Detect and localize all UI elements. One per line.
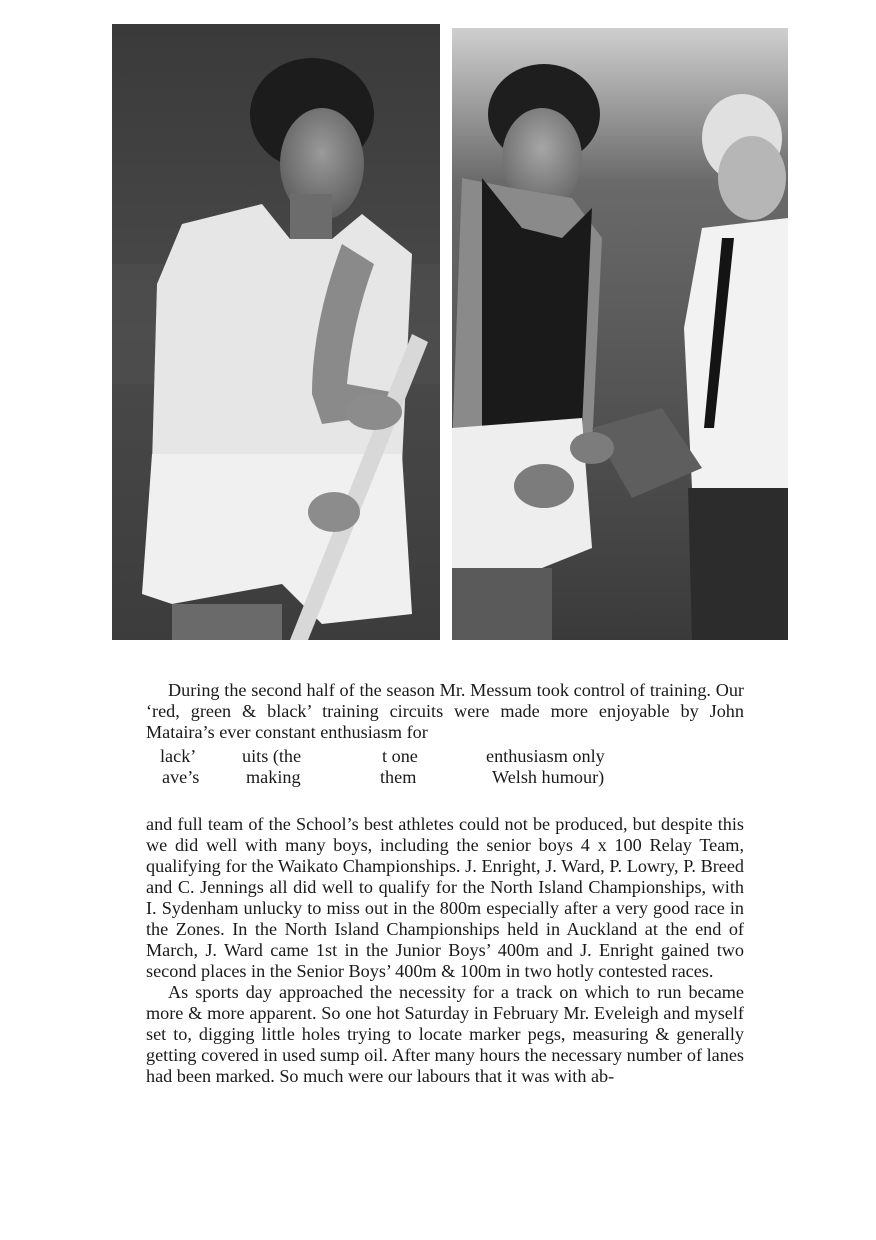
fragment-text: ave’s: [162, 767, 200, 787]
obscured-line-1: [160, 746, 750, 767]
fragment-text: uits (the: [242, 746, 302, 766]
fragment-text: lack’: [160, 746, 197, 766]
photo-athlete-with-boys: [452, 28, 788, 640]
article-paragraph-1: During the second half of the season Mr. Messum took control of training. Our ‘red, green & black’ training circuits were made more enjoyable by John Mataira’s ever constant enthusiasm for: [146, 680, 744, 742]
photo-athlete-with-baton-image: [112, 24, 440, 640]
fragment-text: t one: [382, 746, 418, 766]
obscured-text-lines: [160, 746, 750, 788]
fragment-text: Welsh humour): [492, 767, 605, 787]
photo-athlete-with-baton: [112, 24, 440, 640]
photo-athlete-with-boys-image: [452, 28, 788, 640]
article-paragraph-2: and full team of the School’s best athletes could not be produced, but despite this we did well with many boys, including the senior boys 4 x 100 Relay Team, qualifying for the Waikato Championships. J. Enright, J. Ward, P. Lowry, P. Breed and C. Jennings all did well to qualify for the North Island Championships, with I. Sydenham unlucky to miss out in the 800m especially after a very good race in the Zones. In the North Island Championships held in Auckland at the end of March, J. Ward came 1st in the Junior Boys’ 400m and J. Enright gained two second places in the Senior Boys’ 400m & 100m in two hotly contested races.: [146, 814, 744, 981]
fragment-text: enthusiasm only: [486, 746, 605, 766]
article-body-container: [146, 814, 744, 1087]
fragment-text: them: [380, 767, 417, 787]
obscured-line-2: [160, 767, 750, 788]
article-paragraph-3: As sports day approached the necessity for a track on which to run became more & more apparent. So one hot Saturday in February Mr. Eveleigh and myself set to, digging little holes trying to locate marker pegs, measuring & generally getting covered in used sump oil. After many hours the necessary number of lanes had been marked. So much were our labours that it was with ab-: [146, 982, 744, 1086]
fragment-text: making: [246, 767, 301, 787]
article-paragraph-1-container: [146, 680, 744, 743]
